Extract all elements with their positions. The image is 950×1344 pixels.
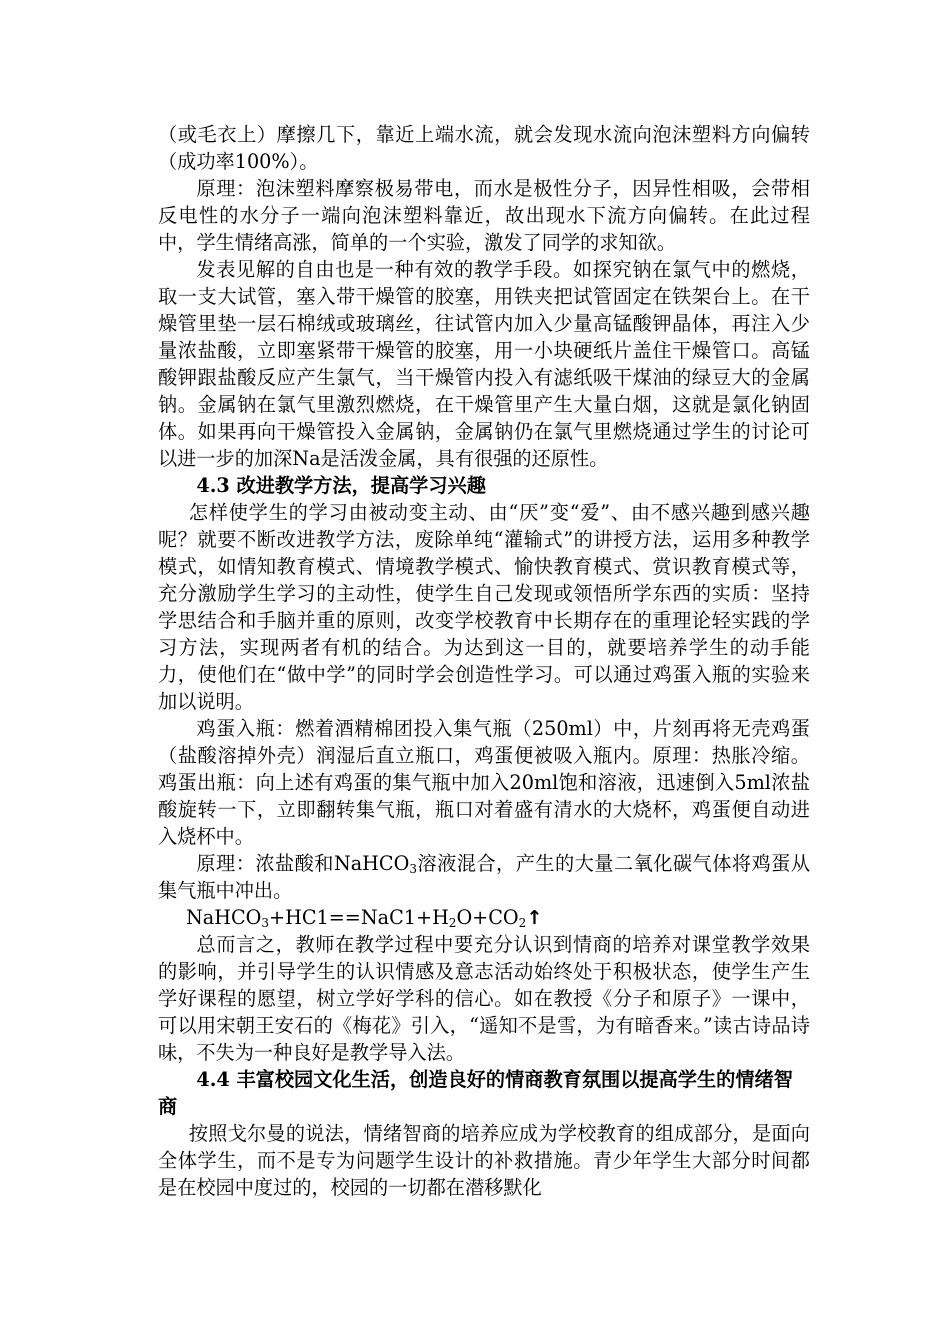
paragraph-goleman: 按照戈尔曼的说法，情绪智商的培养应成为学校教育的组成部分，是面向全体学生，而不是专为问题学生设计的补救措施。青少年学生大部分时间都是在校园中度过的，校园的一切都在潜移默化 — [158, 1122, 810, 1199]
paragraph-egg-bottle: 鸡蛋入瓶：燃着酒精棉团投入集气瓶（250ml）中，片刻再将无壳鸡蛋（盐酸溶掉外壳）润湿后直立瓶口，鸡蛋便被吸入瓶内。原理：热胀冷缩。鸡蛋出瓶：向上述有鸡蛋的集气瓶中加入20ml饱和溶液，迅速倒入5ml浓盐酸旋转一下，立即翻转集气瓶，瓶口对着盛有清水的大烧杯，鸡蛋便自动进入烧杯中。 — [158, 717, 810, 848]
formula-sub-2: 2 — [448, 916, 457, 930]
formula-part-a: NaHCO — [186, 906, 262, 929]
principle-text-b: 溶液混合，产生的大量二氧化碳气体将鸡蛋从集气瓶中冲出。 — [158, 852, 811, 902]
formula-part-b: +HC1==NaC1+H — [269, 906, 449, 929]
paragraph-summary: 总而言之，教师在教学过程中要充分认识到情商的培养对课堂教学效果的影响，并引导学生的认识情感及意志活动始终处于积极状态，使学生产生学好课程的愿望，树立学好学科的信心。如在教授《分子和原子》一课中，可以用宋朝王安石的《梅花》引入，“遥知不是雪，为有暗香来。”读古诗品诗味，不失为一种良好是教学导入法。 — [158, 933, 810, 1064]
formula-part-c: O+CO — [456, 906, 519, 929]
paragraph-principle-nahco3 — [158, 850, 810, 904]
paragraph-principle-foam: 原理：泡沫塑料摩察极易带电，而水是极性分子，因异性相吸，会带相反电性的水分子一端向泡沫塑料靠近，故出现水下流方向偏转。在此过程中，学生情绪高涨，简单的一个实验，激发了同学的求知欲。 — [158, 177, 810, 254]
principle-text-a: 原理：浓盐酸和NaHCO — [196, 852, 410, 875]
formula-sub-1: 3 — [261, 916, 270, 930]
paragraph-continuation: （或毛衣上）摩擦几下，靠近上端水流，就会发现水流向泡沫塑料方向偏转（成功率100%）。 — [158, 123, 810, 173]
up-arrow-icon: ↑ — [526, 906, 543, 929]
section-heading-4-4: 4.4 丰富校园文化生活，创造良好的情商教育氛围以提高学生的情绪智商 — [158, 1068, 793, 1118]
document-page — [158, 121, 810, 1201]
subscript-3: 3 — [409, 862, 417, 876]
paragraph-teaching-methods: 怎样使学生的学习由被动变主动、由“厌”变“爱”、由不感兴趣到感兴趣呢？就要不断改进教学方法，废除单纯“灌输式”的讲授方法，运用多种教学模式，如情知教育模式、情境教学模式、愉快教育模式、赏识教育模式等，充分激励学生学习的主动性，使学生自己发现或领悟所学东西的实质：坚持学思结合和手脑并重的原则，改变学校教育中长期存在的重理论轻实践的学习方法，实现两者有机的结合。为达到这一目的，就要培养学生的动手能力，使他们在“做中学”的同时学会创造性学习。可以通过鸡蛋入瓶的实验来加以说明。 — [158, 501, 810, 713]
chemical-equation — [158, 904, 810, 931]
paragraph-sodium-chlorine: 发表见解的自由也是一种有效的教学手段。如探究钠在氯气中的燃烧，取一支大试管，塞入带干燥管的胶塞，用铁夹把试管固定在铁架台上。在干燥管里垫一层石棉绒或玻璃丝，往试管内加入少量高锰酸钾晶体，再注入少量浓盐酸，立即塞紧带干燥管的胶塞，用一小块硬纸片盖住干燥管口。高锰酸钾跟盐酸反应产生氯气，当干燥管内投入有滤纸吸干煤油的绿豆大的金属钠。金属钠在氯气里激烈燃烧，在干燥管里产生大量白烟，这就是氯化钠固体。如果再向干燥管投入金属钠，金属钠仍在氯气里燃烧通过学生的讨论可以进一步的加深Na是活泼金属，具有很强的还原性。 — [158, 258, 810, 470]
formula-sub-3: 2 — [518, 916, 527, 930]
section-heading-4-3: 4.3 改进教学方法，提高学习兴趣 — [196, 474, 486, 497]
